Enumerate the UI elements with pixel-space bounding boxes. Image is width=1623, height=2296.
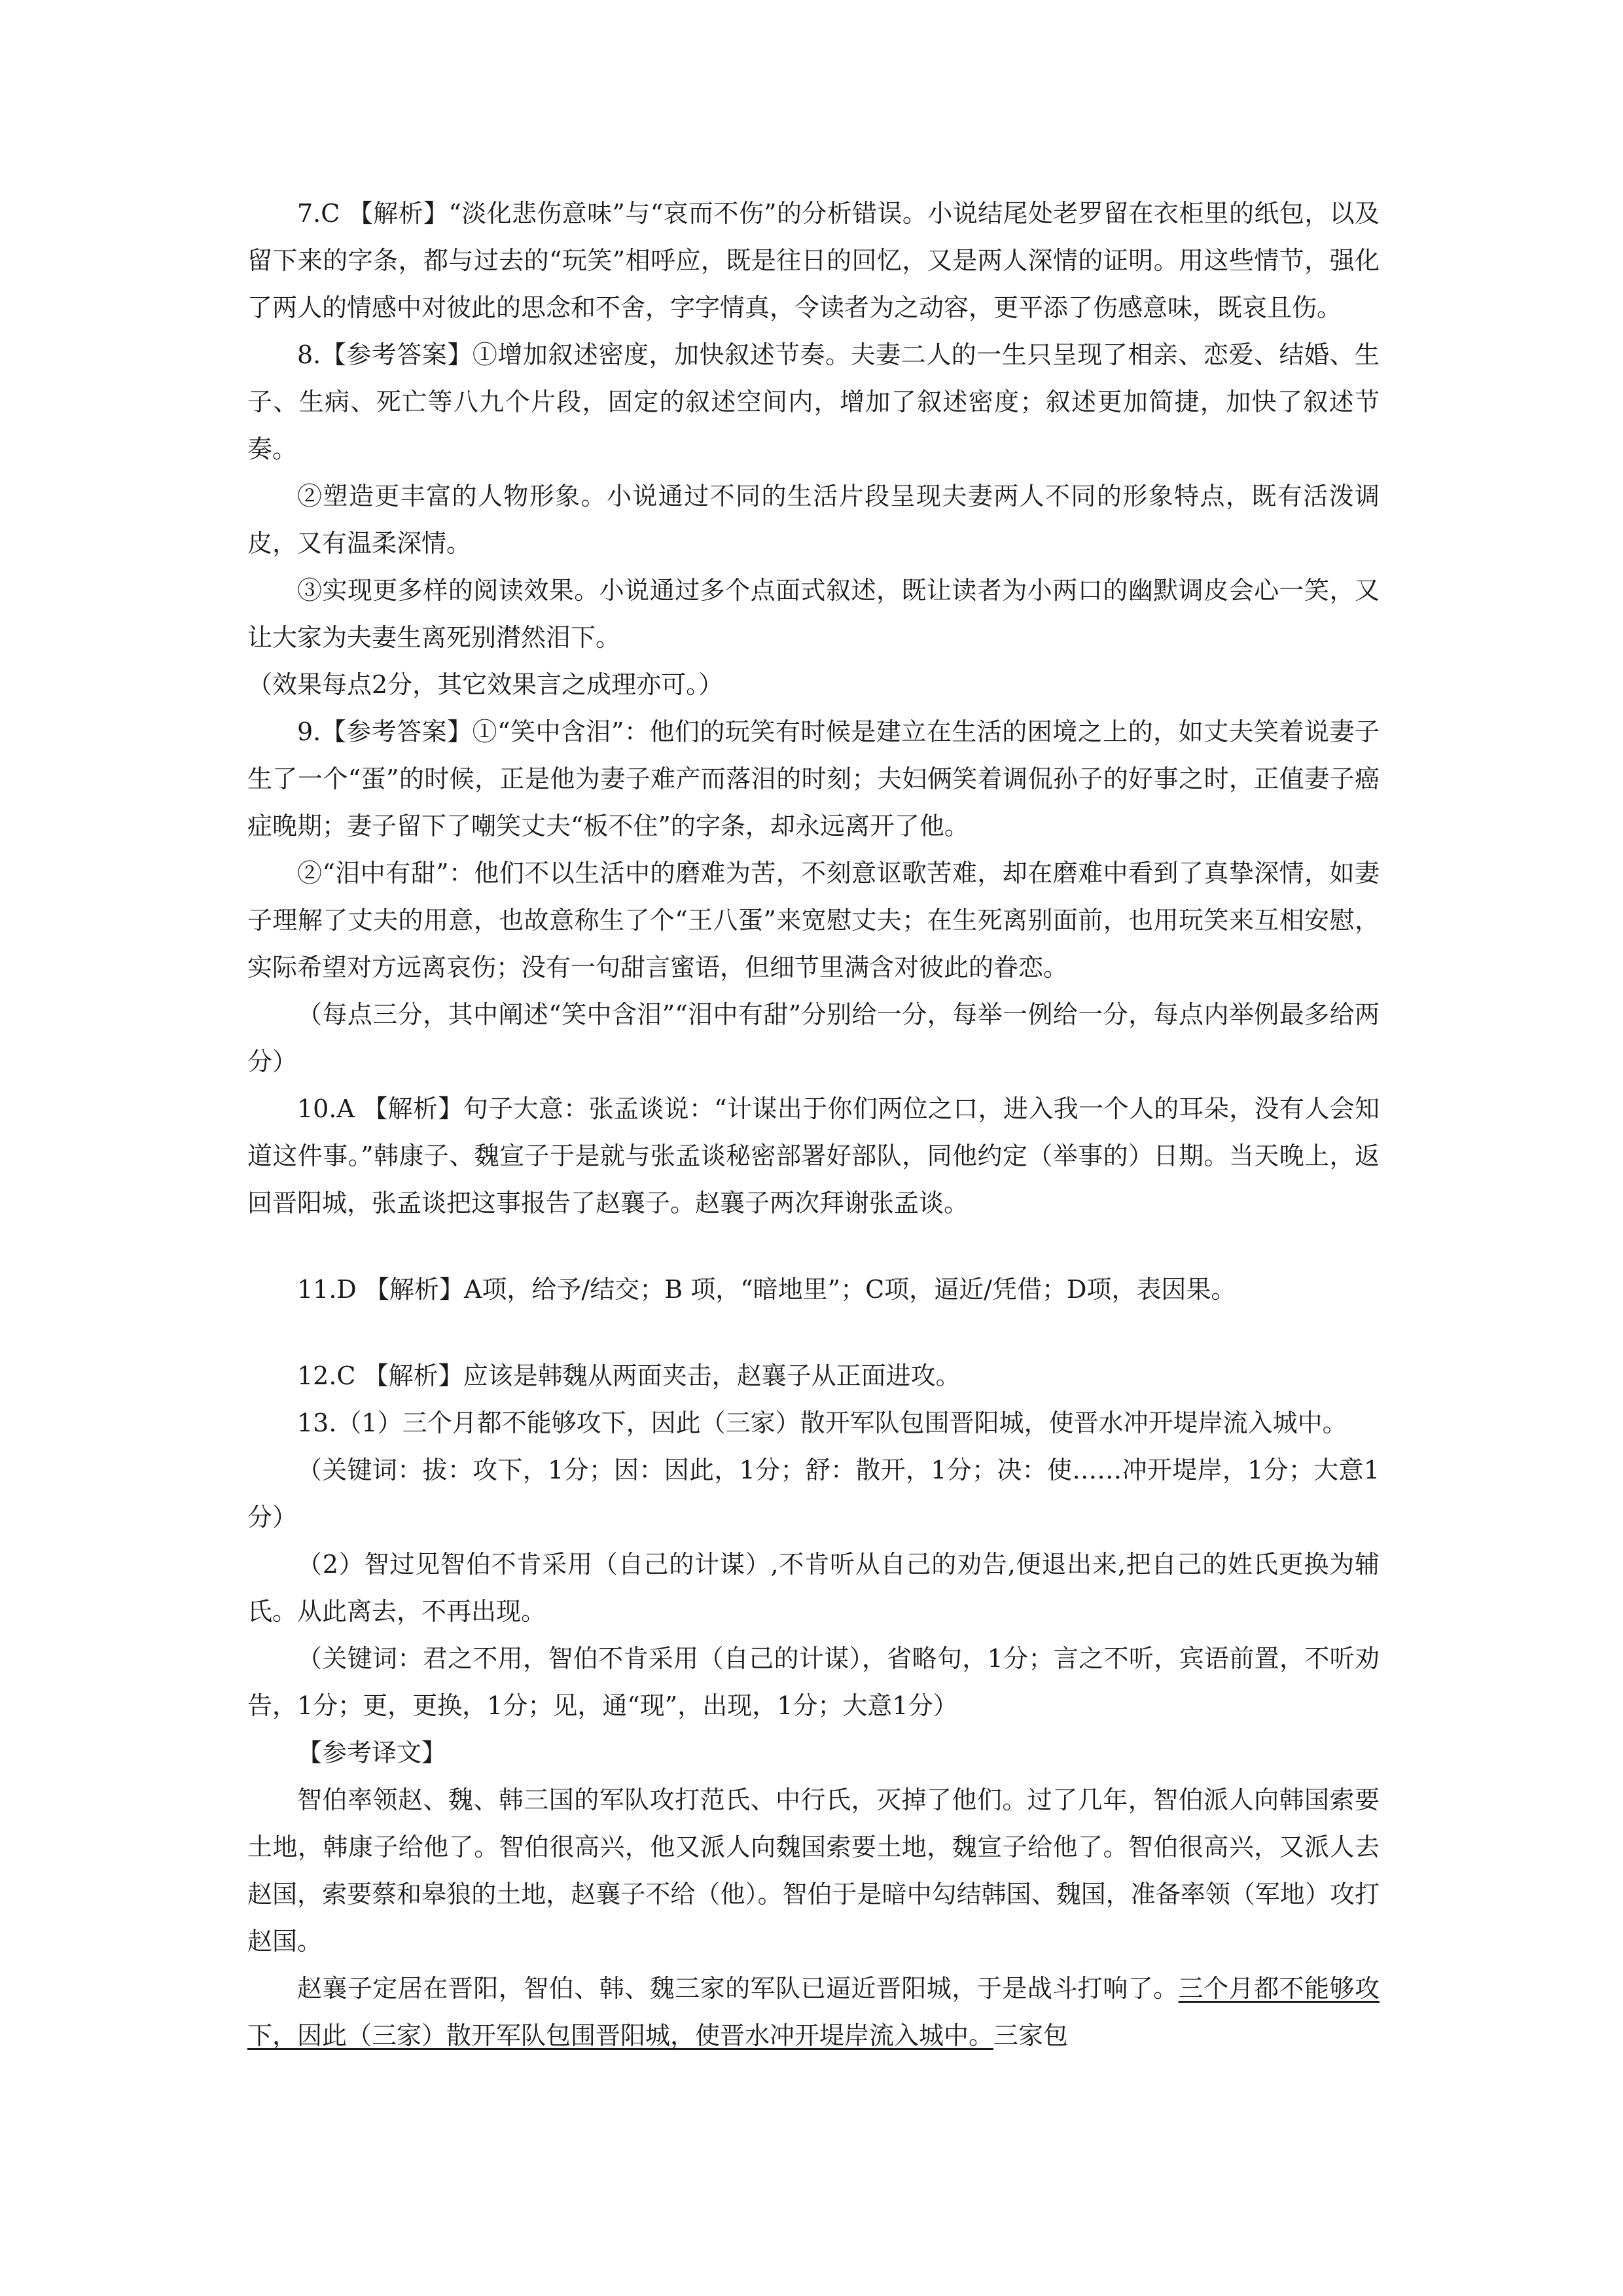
- answer-12: 12.C 【解析】应该是韩魏从两面夹击，赵襄子从正面进攻。: [297, 1361, 961, 1390]
- answer-8: 8.【参考答案】①增加叙述密度，加快叙述节奏。夫妻二人的一生只呈现了相亲、恋爱、结婚、生子、生病、死亡等八九个片段，固定的叙述空间内，增加了叙述密度；叙述更加简捷，加快了叙述节奏。: [247, 340, 1380, 463]
- answer-8-scoring-note: （效果每点2分，其它效果言之成理亦可。）: [247, 670, 724, 699]
- answer-13-keywords-2: （关键词：君之不用，智伯不肯采用（自己的计谋），省略句，1分；言之不听，宾语前置，不听劝告，1分；更，更换，1分；见，通“现”，出现，1分；大意1分）: [247, 1644, 1380, 1720]
- answer-8-point-3: ③实现更多样的阅读效果。小说通过多个点面式叙述，既让读者为小两口的幽默调皮会心一笑，又让大家为夫妻生离死别潸然泪下。: [247, 576, 1380, 652]
- underlined-translation-text: 三个月都不能够攻下，因此（三家）散开军队包围晋阳城，使晋水冲开堤岸流入城中。: [247, 1974, 1380, 2050]
- answer-10: 10.A 【解析】句子大意：张孟谈说：“计谋出于你们两位之口，进入我一个人的耳朵，没有人会知道这件事。”韩康子、魏宣子于是就与张孟谈秘密部署好部队，同他约定（举事的）日期。当天晚上，返回晋阳城，张孟谈把这事报告了赵襄子。赵襄子两次拜谢张孟谈。: [247, 1094, 1380, 1217]
- answer-9-point-2: ②“泪中有甜”：他们不以生活中的磨难为苦，不刻意讴歌苦难，却在磨难中看到了真挚深情，如妻子理解了丈夫的用意，也故意称生了个“王八蛋”来宽慰丈夫；在生死离别面前，也用玩笑来互相安慰，实际希望对方远离哀伤；没有一句甜言蜜语，但细节里满含对彼此的眷恋。: [247, 859, 1380, 982]
- answer-13-keywords-1: （关键词：拔：攻下，1分；因：因此，1分；舒：散开，1分；决：使……冲开堤岸，1分；大意1分）: [247, 1456, 1380, 1532]
- document-page: [247, 190, 1380, 2059]
- answer-8-point-2: ②塑造更丰富的人物形象。小说通过不同的生活片段呈现夫妻两人不同的形象特点，既有活泼调皮，又有温柔深情。: [247, 482, 1380, 558]
- translation-text-continued: 三家包: [993, 2021, 1069, 2050]
- answer-9-scoring-note: （每点三分，其中阐述“笑中含泪”“泪中有甜”分别给一分，每举一例给一分，每点内举例最多给两分）: [247, 1000, 1380, 1076]
- reference-translation-paragraph-1: 智伯率领赵、魏、韩三国的军队攻打范氏、中行氏，灭掉了他们。过了几年，智伯派人向韩国索要土地，韩康子给他了。智伯很高兴，他又派人向魏国索要土地，魏宣子给他了。智伯很高兴，又派人去赵国，索要蔡和皋狼的土地，赵襄子不给（他）。智伯于是暗中勾结韩国、魏国，准备率领（军地）攻打赵国。: [247, 1785, 1380, 1956]
- answer-9: 9.【参考答案】①“笑中含泪”：他们的玩笑有时候是建立在生活的困境之上的，如丈夫笑着说妻子生了一个“蛋”的时候，正是他为妻子难产而落泪的时刻；夫妇俩笑着调侃孙子的好事之时，正值妻子癌症晚期；妻子留下了嘲笑丈夫“板不住”的字条，却永远离开了他。: [247, 717, 1380, 840]
- reference-translation-title: 【参考译文】: [297, 1738, 447, 1767]
- answer-7: 7.C 【解析】“淡化悲伤意味”与“哀而不伤”的分析错误。小说结尾处老罗留在衣柜里的纸包，以及留下来的字条，都与过去的“玩笑”相呼应，既是往日的回忆，又是两人深情的证明。用这些情节，强化了两人的情感中对彼此的思念和不舍，字字情真，令读者为之动容，更平添了伤感意味，既哀且伤。: [247, 199, 1380, 322]
- answer-11: 11.D 【解析】A项，给予/结交；B 项，“暗地里”；C项，逼近/凭借；D项，表因果。: [297, 1275, 1236, 1304]
- answer-13-part-2: （2）智过见智伯不肯采用（自己的计谋）,不肯听从自己的劝告,便退出来,把自己的姓氏更换为辅氏。从此离去，不再出现。: [247, 1550, 1380, 1626]
- answer-13-part-1: 13.（1）三个月都不能够攻下，因此（三家）散开军队包围晋阳城，使晋水冲开堤岸流入城中。: [297, 1408, 1347, 1437]
- reference-translation-paragraph-2: [247, 1965, 1380, 2059]
- translation-text: 赵襄子定居在晋阳，智伯、韩、魏三家的军队已逼近晋阳城，于是战斗打响了。: [297, 1974, 1179, 2003]
- spacer: [247, 1313, 1380, 1352]
- spacer: [247, 1227, 1380, 1266]
